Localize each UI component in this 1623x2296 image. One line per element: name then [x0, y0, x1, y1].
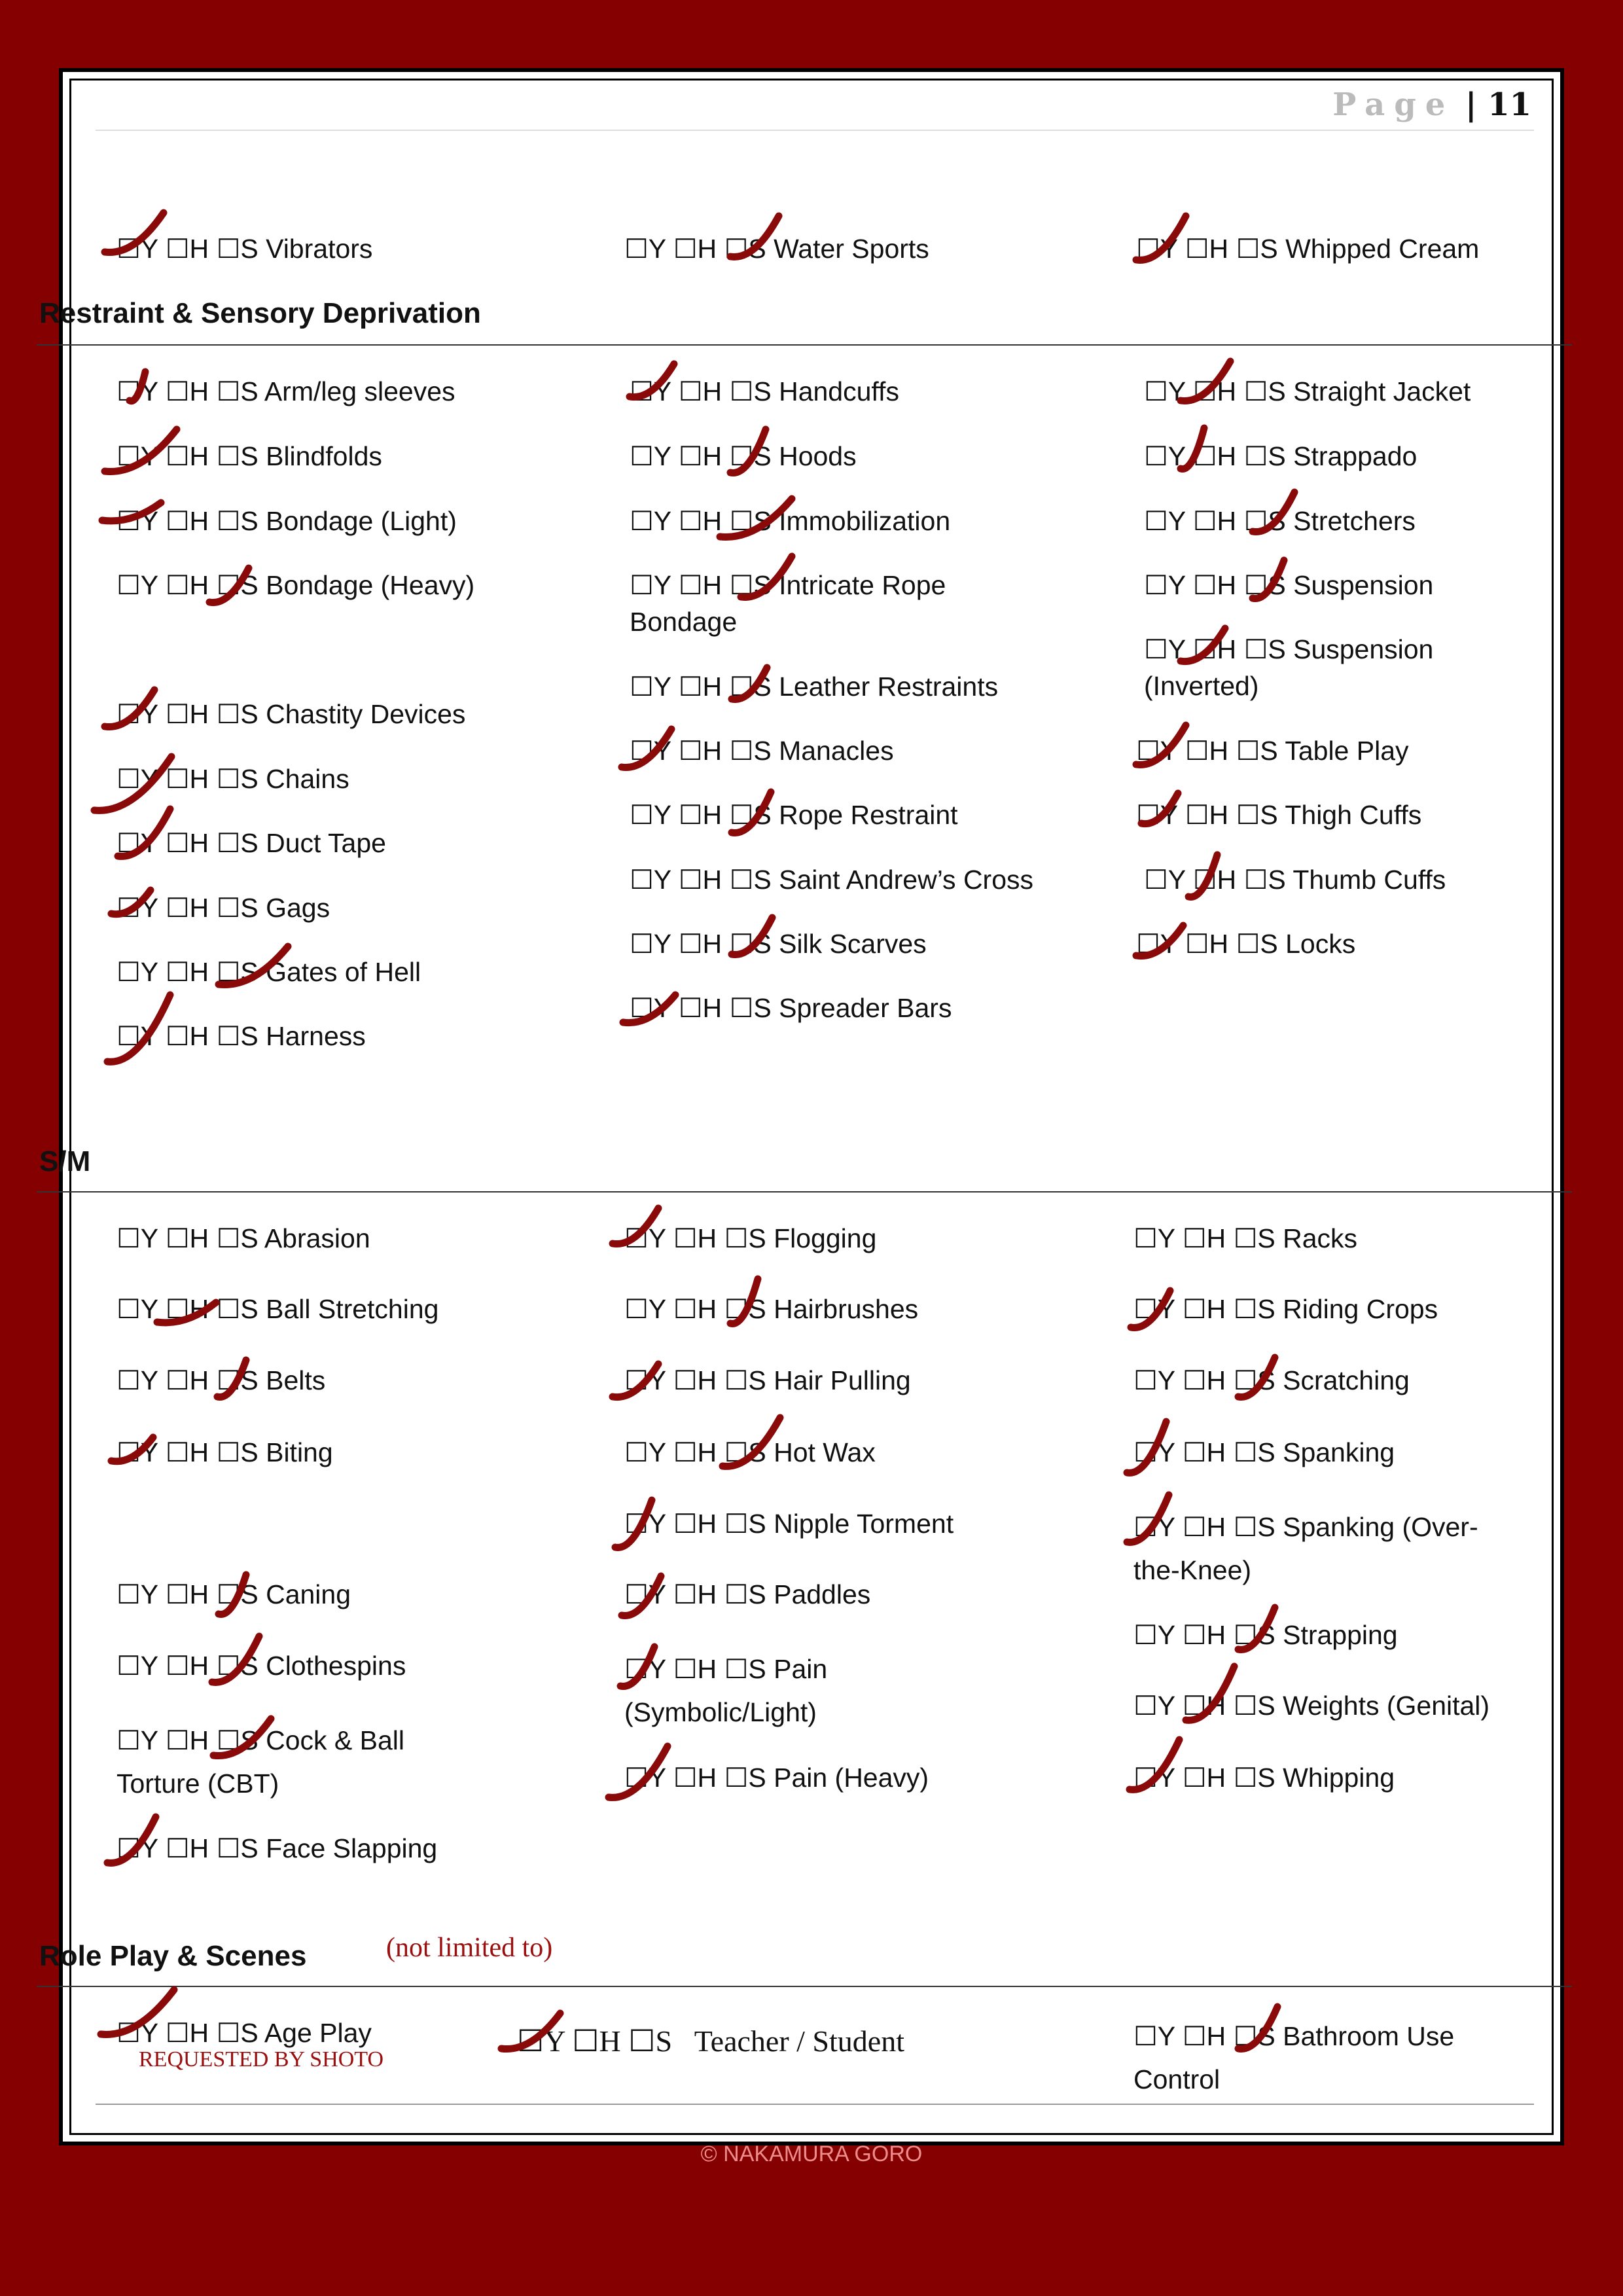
item-water-sports: ☐Y ☐H ☐S Water Sports: [624, 233, 929, 264]
item-bondage-heavy: ☐Y ☐H ☐S Bondage (Heavy): [116, 569, 475, 601]
item-locks: ☐Y ☐H ☐S Locks: [1136, 928, 1356, 960]
item-straight-jacket: ☐Y ☐H ☐S Straight Jacket: [1144, 376, 1471, 407]
item-bathroom-use: ☐Y ☐H ☐S Bathroom Use Control: [1133, 2020, 1455, 2094]
item-caning: ☐Y ☐H ☐S Caning: [116, 1579, 351, 1610]
item-strapping: ☐Y ☐H ☐S Strapping: [1133, 1619, 1398, 1651]
section-rule-roleplay: [37, 1986, 1572, 1987]
item-duct-tape: ☐Y ☐H ☐S Duct Tape: [116, 827, 386, 859]
age-play-request-note: REQUESTED BY SHOTO: [139, 2047, 384, 2072]
item-hoods: ☐Y ☐H ☐S Hoods: [630, 440, 857, 472]
item-strappado: ☐Y ☐H ☐S Strappado: [1144, 440, 1418, 472]
item-suspension-inverted: ☐Y ☐H ☐S Suspension (Inverted): [1144, 634, 1434, 701]
item-clothespins: ☐Y ☐H ☐S Clothespins: [116, 1650, 406, 1681]
item-saint-andrews-cross: ☐Y ☐H ☐S Saint Andrew’s Cross: [630, 864, 1034, 895]
item-vibrators: ☐Y ☐H ☐S Vibrators: [116, 233, 373, 264]
item-spreader-bars: ☐Y ☐H ☐S Spreader Bars: [630, 992, 952, 1024]
item-pain-heavy: ☐Y ☐H ☐S Pain (Heavy): [624, 1762, 929, 1793]
item-scratching: ☐Y ☐H ☐S Scratching: [1133, 1365, 1410, 1396]
page-separator: |: [1465, 86, 1477, 123]
section-title-restraint: Restraint & Sensory Deprivation: [39, 297, 481, 329]
item-stretchers: ☐Y ☐H ☐S Stretchers: [1144, 505, 1416, 537]
section-rule-restraint: [37, 344, 1572, 346]
item-abrasion: ☐Y ☐H ☐S Abrasion: [116, 1223, 370, 1254]
section-title-roleplay: Role Play & Scenes: [39, 1940, 307, 1972]
section-title-sm: S/M: [39, 1145, 91, 1177]
item-riding-crops: ☐Y ☐H ☐S Riding Crops: [1133, 1293, 1438, 1325]
item-gates-of-hell: ☐Y ☐H ☐S Gates of Hell: [116, 956, 421, 988]
page-number-label: [1332, 86, 1531, 123]
item-hairbrushes: ☐Y ☐H ☐S Hairbrushes: [624, 1293, 919, 1325]
item-weights: ☐Y ☐H ☐S Weights (Genital): [1133, 1690, 1490, 1721]
item-manacles: ☐Y ☐H ☐S Manacles: [630, 735, 894, 766]
item-gags: ☐Y ☐H ☐S Gags: [116, 892, 330, 924]
item-thumb-cuffs: ☐Y ☐H ☐S Thumb Cuffs: [1144, 864, 1446, 895]
roleplay-note: (not limited to): [386, 1933, 553, 1963]
item-silk-scarves: ☐Y ☐H ☐S Silk Scarves: [630, 928, 927, 960]
item-paddles: ☐Y ☐H ☐S Paddles: [624, 1579, 871, 1610]
item-face-slapping: ☐Y ☐H ☐S Face Slapping: [116, 1833, 438, 1864]
page-number: 11: [1488, 86, 1531, 123]
item-biting: ☐Y ☐H ☐S Biting: [116, 1437, 333, 1468]
item-rope-restraint: ☐Y ☐H ☐S Rope Restraint: [630, 799, 958, 831]
item-teacher-student: ☐Y ☐H ☐S Teacher / Student: [517, 2023, 904, 2058]
item-immobilization: ☐Y ☐H ☐S Immobilization: [630, 505, 951, 537]
item-nipple-torment: ☐Y ☐H ☐S Nipple Torment: [624, 1508, 954, 1539]
item-ball-stretching: ☐Y ☐H ☐S Ball Stretching: [116, 1293, 439, 1325]
footer-rule: [96, 2104, 1534, 2105]
item-belts: ☐Y ☐H ☐S Belts: [116, 1365, 326, 1396]
item-age-play: ☐Y ☐H ☐S Age Play: [116, 2017, 372, 2049]
item-thigh-cuffs: ☐Y ☐H ☐S Thigh Cuffs: [1136, 799, 1422, 831]
item-leather-restraints: ☐Y ☐H ☐S Leather Restraints: [630, 671, 999, 702]
section-rule-sm: [37, 1191, 1572, 1193]
item-handcuffs: ☐Y ☐H ☐S Handcuffs: [630, 376, 899, 407]
item-hair-pulling: ☐Y ☐H ☐S Hair Pulling: [624, 1365, 911, 1396]
copyright-footer: © NAKAMURA GORO: [700, 2142, 923, 2166]
item-flogging: ☐Y ☐H ☐S Flogging: [624, 1223, 877, 1254]
item-spanking: ☐Y ☐H ☐S Spanking: [1133, 1437, 1395, 1468]
item-blindfolds: ☐Y ☐H ☐S Blindfolds: [116, 440, 382, 472]
item-harness: ☐Y ☐H ☐S Harness: [116, 1020, 366, 1052]
item-pain-light: ☐Y ☐H ☐S Pain (Symbolic/Light): [624, 1653, 828, 1727]
page-word: Page: [1332, 86, 1455, 123]
item-suspension: ☐Y ☐H ☐S Suspension: [1144, 569, 1434, 601]
item-hot-wax: ☐Y ☐H ☐S Hot Wax: [624, 1437, 876, 1468]
item-intricate-rope: ☐Y ☐H ☐S Intricate Rope Bondage: [630, 569, 946, 637]
item-arm-leg-sleeves: ☐Y ☐H ☐S Arm/leg sleeves: [116, 376, 455, 407]
item-chastity: ☐Y ☐H ☐S Chastity Devices: [116, 698, 466, 730]
item-bondage-light: ☐Y ☐H ☐S Bondage (Light): [116, 505, 457, 537]
item-chains: ☐Y ☐H ☐S Chains: [116, 763, 349, 795]
header-rule: [96, 130, 1534, 131]
item-whipping: ☐Y ☐H ☐S Whipping: [1133, 1762, 1395, 1793]
item-cbt: ☐Y ☐H ☐S Cock & Ball Torture (CBT): [116, 1725, 405, 1799]
item-whipped-cream: ☐Y ☐H ☐S Whipped Cream: [1136, 233, 1480, 264]
item-spanking-otk: ☐Y ☐H ☐S Spanking (Over- the-Knee): [1133, 1511, 1478, 1585]
item-racks: ☐Y ☐H ☐S Racks: [1133, 1223, 1358, 1254]
item-table-play: ☐Y ☐H ☐S Table Play: [1136, 735, 1409, 766]
